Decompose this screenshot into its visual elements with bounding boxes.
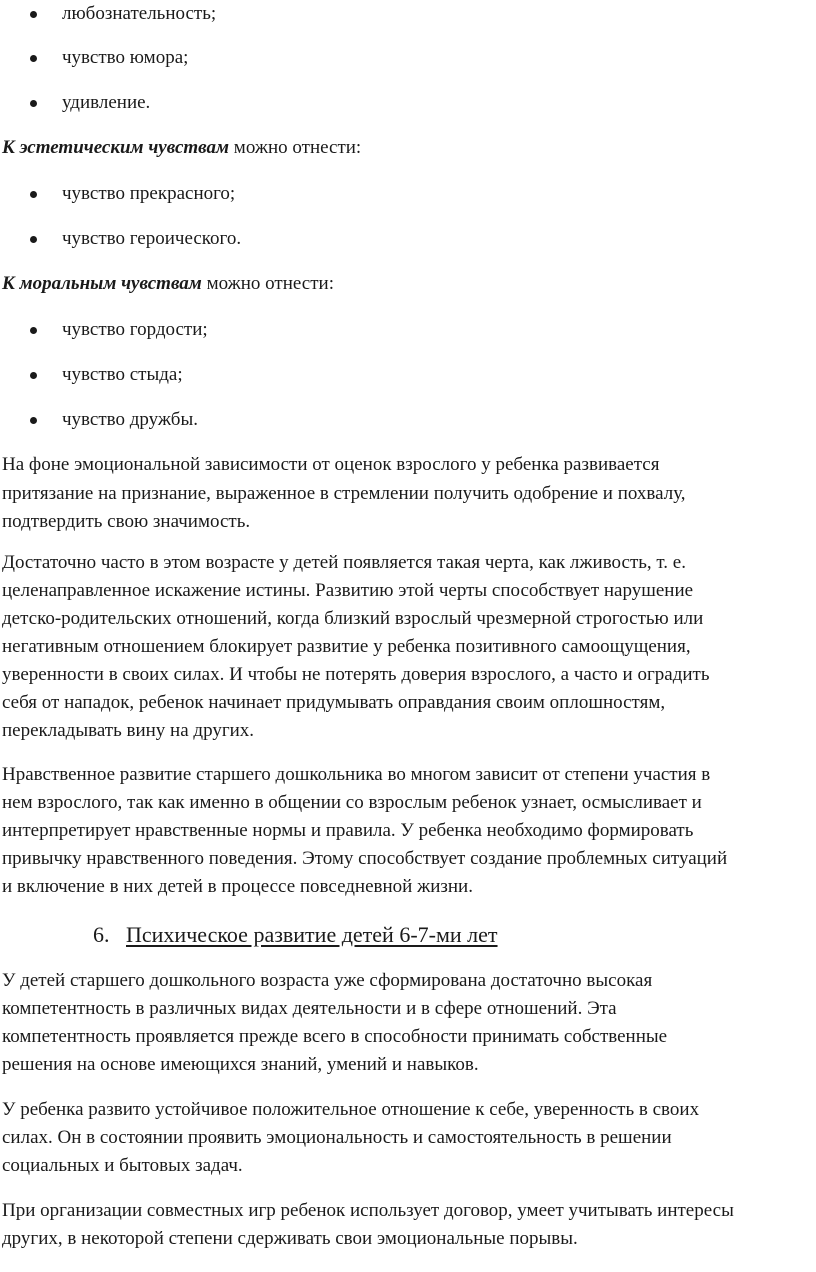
paragraph-line: притязание на признание, выраженное в стремлении получить одобрение и похвалу,: [2, 483, 686, 504]
section-number: 6.: [93, 922, 110, 947]
moral-intro-rest: можно отнести:: [201, 273, 334, 294]
bullet-icon: [30, 327, 37, 334]
bullet-icon: [30, 55, 37, 62]
paragraph-line: Достаточно часто в этом возрасте у детей появляется такая черта, как лживость, т. е.: [2, 552, 686, 573]
bullet-icon: [30, 11, 37, 18]
paragraph-line: привычку нравственного поведения. Этому способствует создание проблемных ситуаций: [2, 848, 728, 869]
paragraph-line: уверенности в своих силах. И чтобы не потерять доверия взрослого, а часто и оградить: [2, 664, 710, 685]
list-item-text: чувство стыда;: [62, 364, 183, 385]
list-item-text: чувство гордости;: [62, 319, 208, 340]
list-item-text: чувство юмора;: [62, 47, 189, 68]
paragraph-line: При организации совместных игр ребенок использует договор, умеет учитывать интересы: [2, 1200, 734, 1221]
list-item-text: чувство прекрасного;: [62, 183, 236, 204]
bullet-icon: [30, 236, 37, 243]
bullet-icon: [30, 191, 37, 198]
aesthetic-intro-rest: можно отнести:: [229, 137, 362, 158]
aesthetic-intro-bold: К эстетическим чувствам: [2, 137, 230, 158]
section-title: Психическое развитие детей 6-7-ми лет: [126, 922, 498, 947]
list-item-text: удивление.: [62, 92, 151, 113]
paragraph-line: перекладывать вину на других.: [2, 720, 255, 741]
paragraph-line: силах. Он в состоянии проявить эмоциональность и самостоятельность в решении: [2, 1127, 672, 1148]
paragraph-line: себя от нападок, ребенок начинает придумывать оправдания своим оплошностям,: [2, 692, 666, 713]
paragraph-line: интерпретирует нравственные нормы и правила. У ребенка необходимо формировать: [2, 820, 694, 841]
section-heading: [93, 920, 498, 950]
paragraph-line: подтвердить свою значимость.: [2, 511, 251, 532]
bullet-icon: [30, 417, 37, 424]
paragraph-line: детско-родительских отношений, когда близкий взрослый чрезмерной строгостью или: [2, 608, 704, 629]
paragraph-line: нем взрослого, так как именно в общении со взрослым ребенок узнает, осмысливает и: [2, 792, 702, 813]
paragraph-line: других, в некоторой степени сдерживать свои эмоциональные порывы.: [2, 1228, 578, 1249]
bullet-icon: [30, 372, 37, 379]
moral-intro: [2, 271, 334, 297]
paragraph-line: компетентность проявляется прежде всего в способности принимать собственные: [2, 1026, 668, 1047]
list-item-text: чувство дружбы.: [62, 409, 198, 430]
paragraph-line: решения на основе имеющихся знаний, умений и навыков.: [2, 1054, 479, 1075]
paragraph-line: На фоне эмоциональной зависимости от оценок взрослого у ребенка развивается: [2, 454, 660, 475]
paragraph-line: негативным отношением блокирует развитие у ребенка позитивного самоощущения,: [2, 636, 691, 657]
paragraph-line: Нравственное развитие старшего дошкольника во многом зависит от степени участия в: [2, 764, 711, 785]
paragraph-line: социальных и бытовых задач.: [2, 1155, 243, 1176]
paragraph-line: У детей старшего дошкольного возраста уже сформирована достаточно высокая: [2, 970, 653, 991]
moral-intro-bold: К моральным чувствам: [2, 273, 202, 294]
paragraph-line: компетентность в различных видах деятельности и в сфере отношений. Эта: [2, 998, 617, 1019]
list-item-text: любознательность;: [62, 3, 217, 24]
paragraph-line: У ребенка развито устойчивое положительное отношение к себе, уверенность в своих: [2, 1099, 700, 1120]
aesthetic-intro: [2, 135, 361, 161]
list-item-text: чувство героического.: [62, 228, 242, 249]
paragraph-line: и включение в них детей в процессе повседневной жизни.: [2, 876, 473, 897]
paragraph-line: целенаправленное искажение истины. Развитию этой черты способствует нарушение: [2, 580, 694, 601]
bullet-icon: [30, 100, 37, 107]
